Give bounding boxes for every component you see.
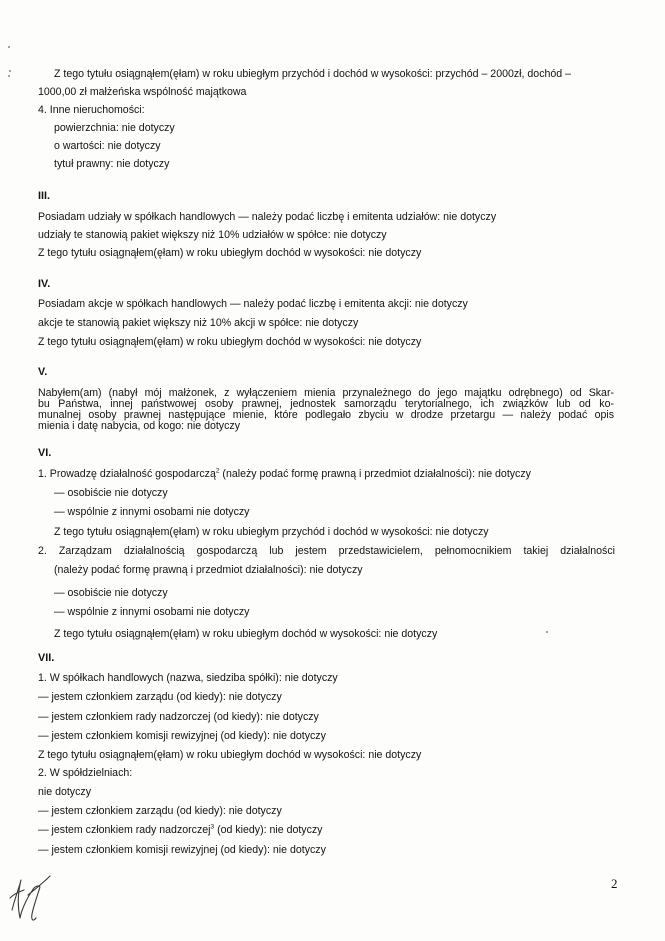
s3-over10: udziały te stanowią pakiet większy niż 10% udziałów w spółce: nie dotyczy xyxy=(38,229,387,241)
s7-item2-audit: — jestem członkiem komisji rewizyjnej (od kiedy): nie dotyczy xyxy=(38,844,326,856)
page-number: 2 xyxy=(611,876,618,891)
s7-heading: VII. xyxy=(38,652,55,664)
s7-item2-value: nie dotyczy xyxy=(38,786,91,798)
s6-heading: VI. xyxy=(38,447,52,459)
s6-item1-jointly: — wspólnie z innymi osobami nie dotyczy xyxy=(54,506,250,518)
s2-item4-area: powierzchnia: nie dotyczy xyxy=(54,122,175,134)
s5-line2: bu Państwa, innej państwowej osoby prawnej, jednostek samorządu terytorialnego, ich związków lub od ko- xyxy=(38,398,614,410)
s7-item1-income: Z tego tytułu osiągnąłem(ęłam) w roku ubiegłym dochód w wysokości: nie dotyczy xyxy=(38,749,422,761)
s7-item1-board: — jestem członkiem zarządu (od kiedy): nie dotyczy xyxy=(38,691,282,703)
s2-item4-label: 4. Inne nieruchomości: xyxy=(38,104,145,116)
s7-item1: 1. W spółkach handlowych (nazwa, siedziba spółki): nie dotyczy xyxy=(38,672,338,684)
s7-item2-supervisory xyxy=(38,823,322,837)
s2-income-line-a: Z tego tytułu osiągnąłem(ęłam) w roku ubiegłym przychód i dochód w wysokości: przychód – 2000zł, dochód – xyxy=(54,68,571,80)
s3-shares: Posiadam udziały w spółkach handlowych — należy podać liczbę i emitenta udziałów: nie dotyczy xyxy=(38,211,497,223)
handwritten-initials xyxy=(6,868,58,926)
footnote-3-marker: 3 xyxy=(210,823,215,831)
s7-item2-supervisory-before: — jestem członkiem rady nadzorczej xyxy=(38,824,211,836)
s6-item2-jointly: — wspólnie z innymi osobami nie dotyczy xyxy=(54,606,250,618)
s7-item2: 2. W spółdzielniach: xyxy=(38,767,133,779)
s7-item2-supervisory-after: (od kiedy): nie dotyczy xyxy=(214,824,323,836)
s6-item1-before: 1. Prowadzę działalność gospodarczą xyxy=(38,468,216,480)
s2-item4-title: tytuł prawny: nie dotyczy xyxy=(54,158,170,170)
scan-speck xyxy=(8,75,10,77)
scan-speck xyxy=(9,70,11,72)
s7-item2-board: — jestem członkiem zarządu (od kiedy): nie dotyczy xyxy=(38,805,282,817)
s6-item1 xyxy=(38,467,531,481)
s6-item1-income: Z tego tytułu osiągnąłem(ęłam) w roku ubiegłym przychód i dochód w wysokości: nie dotyczy xyxy=(54,526,489,538)
s4-heading: IV. xyxy=(38,278,51,290)
scan-speck xyxy=(8,46,10,48)
s5-heading: V. xyxy=(38,366,48,378)
s2-item4-value: o wartości: nie dotyczy xyxy=(54,140,161,152)
s6-item2-personal: — osobiście nie dotyczy xyxy=(54,587,168,599)
s6-item2-line1: 2. Zarządzam działalnością gospodarczą lub jestem przedstawicielem, pełnomocnikiem takiej działalności xyxy=(38,545,615,557)
s3-heading: III. xyxy=(38,190,50,202)
s6-item1-after: (należy podać formę prawną i przedmiot działalności): nie dotyczy xyxy=(219,468,531,480)
scan-speck xyxy=(546,631,548,633)
s4-stocks: Posiadam akcje w spółkach handlowych — należy podać liczbę i emitenta akcji: nie dotyczy xyxy=(38,298,468,310)
s2-income-line-b: 1000,00 zł małżeńska wspólność majątkowa xyxy=(38,86,247,98)
s6-item1-personal: — osobiście nie dotyczy xyxy=(54,487,168,499)
s3-income: Z tego tytułu osiągnąłem(ęłam) w roku ubiegłym dochód w wysokości: nie dotyczy xyxy=(38,247,422,259)
footnote-2-marker: 2 xyxy=(215,467,220,475)
s5-line3: munalnej osoby prawnej następujące mienie, które podlegało zbyciu w drodze przetargu — należy podać opis xyxy=(38,409,614,421)
s6-item2-income: Z tego tytułu osiągnąłem(ęłam) w roku ubiegłym dochód w wysokości: nie dotyczy xyxy=(54,628,438,640)
s4-income: Z tego tytułu osiągnąłem(ęłam) w roku ubiegłym dochód w wysokości: nie dotyczy xyxy=(38,336,422,348)
s5-line4: mienia i datę nabycia, od kogo: nie dotyczy xyxy=(38,420,240,432)
s5-line1: Nabyłem(am) (nabył mój małżonek, z wyłączeniem mienia przynależnego do jego majątku odrębnego) od Skar- xyxy=(38,387,614,399)
s6-item2-line2: (należy podać formę prawną i przedmiot działalności): nie dotyczy xyxy=(54,564,363,576)
s7-item1-audit: — jestem członkiem komisji rewizyjnej (od kiedy): nie dotyczy xyxy=(38,730,326,742)
s7-item1-supervisory: — jestem członkiem rady nadzorczej (od kiedy): nie dotyczy xyxy=(38,711,319,723)
s4-over10: akcje te stanowią pakiet większy niż 10% akcji w spółce: nie dotyczy xyxy=(38,317,359,329)
